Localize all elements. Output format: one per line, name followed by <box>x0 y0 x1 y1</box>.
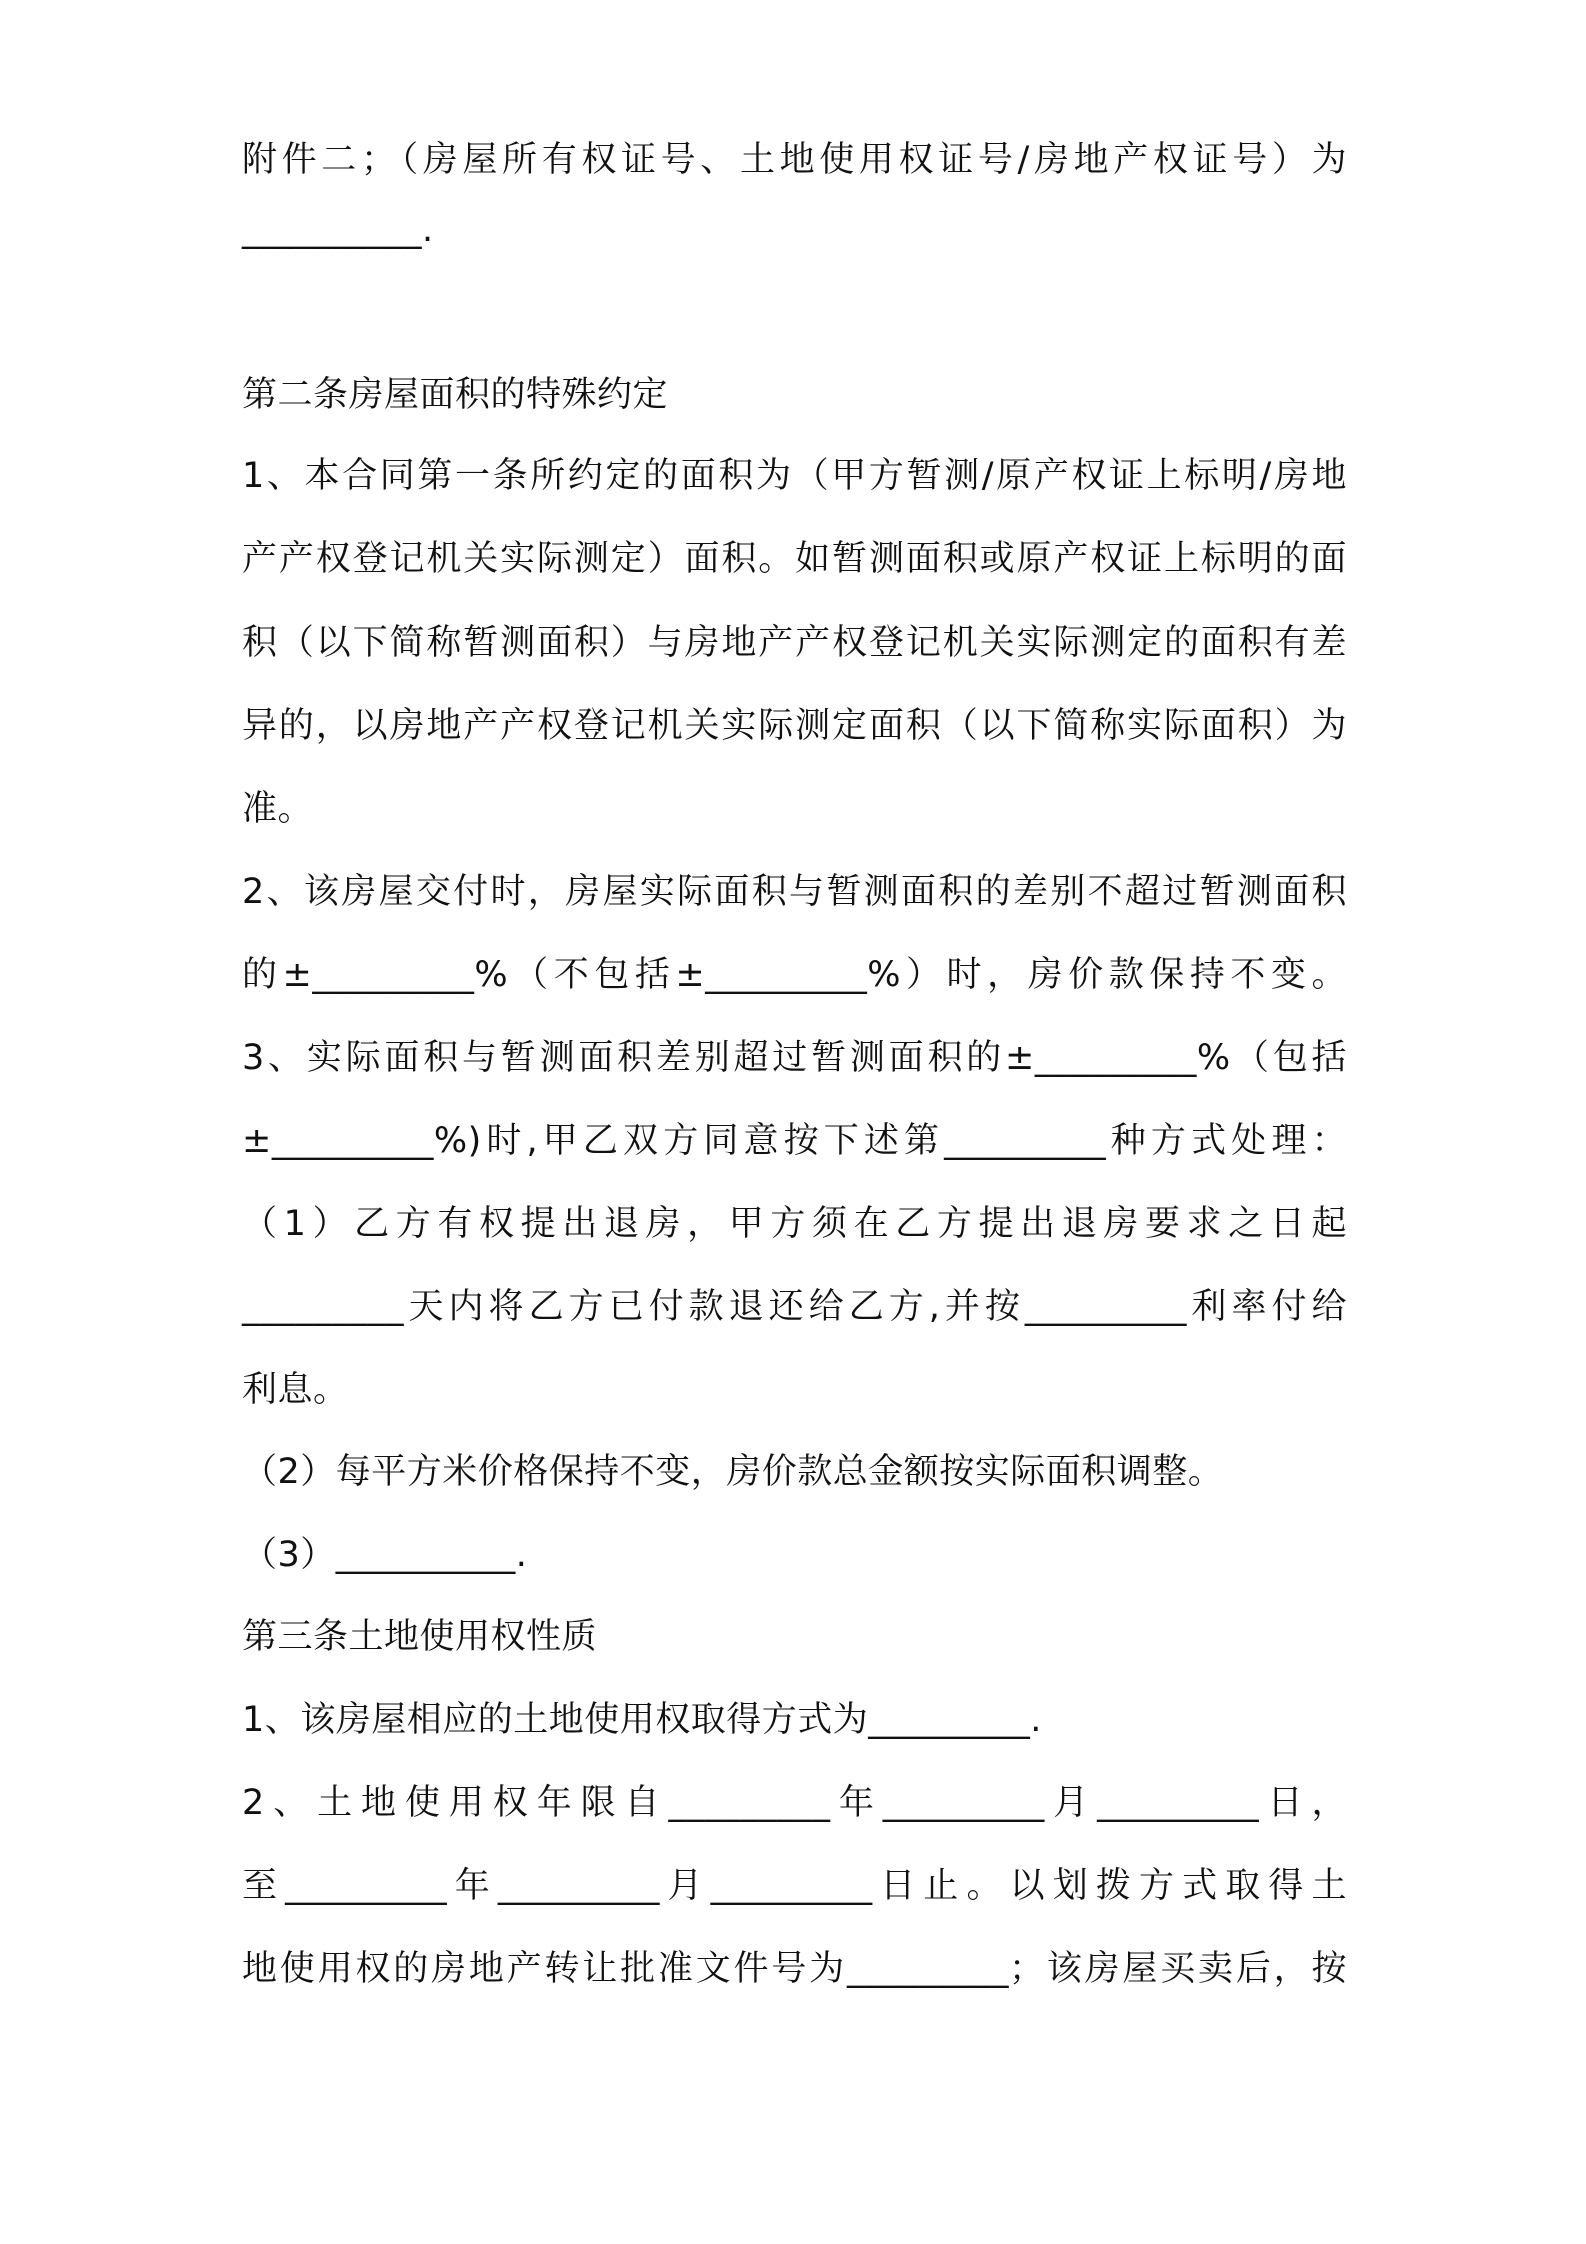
text-line: ±_________%)时,甲乙双方同意按下述第_________种方式处理： <box>242 1121 1347 1161</box>
text-line: （3）__________. <box>242 1535 528 1575</box>
text-line: 1、该房屋相应的土地使用权取得方式为_________. <box>242 1700 1042 1740</box>
text-line: 准。 <box>242 789 314 829</box>
text-line: 的±_________%（不包括±_________%）时，房价款保持不变。 <box>242 955 1347 995</box>
text-line: 1、本合同第一条所约定的面积为（甲方暂测/原产权证上标明/房地 <box>242 456 1347 496</box>
text-line: （2）每平方米价格保持不变，房价款总金额按实际面积调整。 <box>242 1452 1224 1492</box>
text-line: 2、土地使用权年限自_________年_________月_________日， <box>242 1783 1347 1823</box>
text-line: 利息。 <box>242 1370 349 1410</box>
text-line: 地使用权的房地产转让批准文件号为_________；该房屋买卖后，按 <box>242 1949 1347 1989</box>
section-heading: 第三条土地使用权性质 <box>242 1617 598 1657</box>
text-line: （1）乙方有权提出退房，甲方须在乙方提出退房要求之日起 <box>242 1204 1347 1244</box>
text-line: __________. <box>242 210 434 250</box>
text-line: 产产权登记机关实际测定）面积。如暂测面积或原产权证上标明的面 <box>242 539 1347 579</box>
section-heading: 第二条房屋面积的特殊约定 <box>242 375 669 415</box>
text-line: 3、实际面积与暂测面积差别超过暂测面积的±_________%（包括 <box>242 1038 1347 1078</box>
text-line: _________天内将乙方已付款退还给乙方,并按_________利率付给 <box>242 1287 1347 1327</box>
text-line: 异的，以房地产产权登记机关实际测定面积（以下简称实际面积）为 <box>242 706 1347 746</box>
text-line: 2、该房屋交付时，房屋实际面积与暂测面积的差别不超过暂测面积 <box>242 872 1347 912</box>
text-line: 附件二；（房屋所有权证号、土地使用权证号/房地产权证号）为 <box>242 140 1347 180</box>
text-line: 积（以下简称暂测面积）与房地产产权登记机关实际测定的面积有差 <box>242 623 1347 663</box>
text-line: 至_________年_________月_________日止。以划拨方式取得土 <box>242 1866 1347 1906</box>
